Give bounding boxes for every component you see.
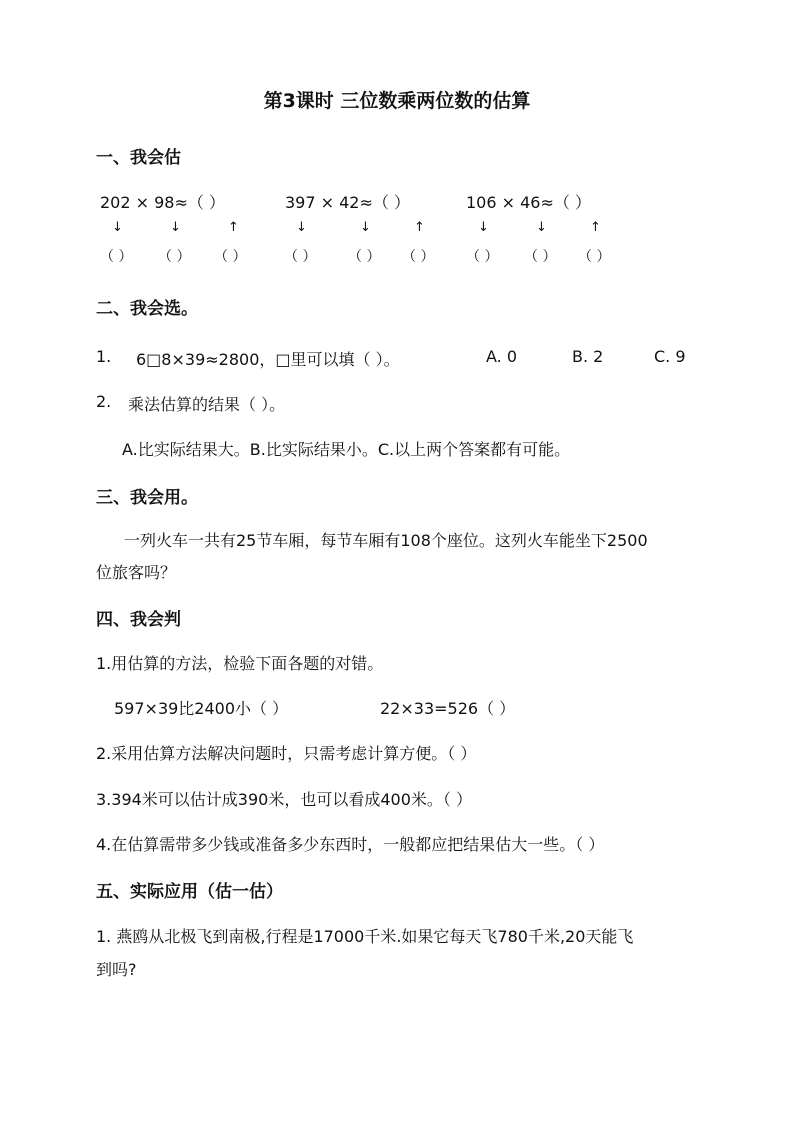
down-arrow-icon: ↓: [170, 220, 181, 235]
judge-question-3: 3.394米可以估计成390米，也可以看成400米。（ ）: [96, 790, 472, 809]
down-arrow-icon: ↓: [478, 220, 489, 235]
option-b: B. 2: [572, 347, 604, 366]
down-arrow-icon: ↓: [536, 220, 547, 235]
option-a: A. 0: [486, 347, 518, 366]
option-c: C. 9: [654, 347, 686, 366]
answer-blank: （ ）: [524, 249, 557, 265]
down-arrow-icon: ↓: [112, 220, 123, 235]
choose-question-1: 6□8×39≈2800，□里可以填（ ）。: [136, 350, 400, 369]
answer-blank: （ ）: [158, 249, 191, 265]
choose-question-2: 乘法估算的结果（ ）。: [128, 395, 286, 414]
apply-problem-line-1: 1. 燕鸥从北极飞到南极,行程是17000千米.如果它每天飞780千米,20天能飞: [96, 927, 634, 946]
word-problem-line-1: 一列火车一共有25节车厢，每节车厢有108个座位。这列火车能坐下2500: [124, 531, 648, 550]
page-title: 第3课时 三位数乘两位数的估算: [263, 90, 531, 112]
down-arrow-icon: ↓: [360, 220, 371, 235]
judge-item-1b: 22×33=526（ ）: [380, 699, 516, 718]
down-arrow-icon: ↓: [296, 220, 307, 235]
judge-item-1a: 597×39比2400小（ ）: [114, 699, 289, 718]
estimate-expression-3: 106 × 46≈（ ）: [466, 193, 591, 212]
apply-problem-line-2: 到吗?: [96, 960, 137, 979]
section-heading-judge: 四、我会判: [96, 610, 181, 630]
answer-blank: （ ）: [402, 249, 435, 265]
judge-question-2: 2.采用估算方法解决问题时，只需考虑计算方便。（ ）: [96, 744, 477, 763]
up-arrow-icon: ↑: [590, 220, 601, 235]
up-arrow-icon: ↑: [228, 220, 239, 235]
answer-blank: （ ）: [466, 249, 499, 265]
up-arrow-icon: ↑: [414, 220, 425, 235]
choose-question-2-options: A.比实际结果大。B.比实际结果小。C.以上两个答案都有可能。: [122, 440, 571, 459]
answer-blank: （ ）: [348, 249, 381, 265]
answer-blank: （ ）: [284, 249, 317, 265]
question-number: 1.: [96, 347, 112, 366]
answer-blank: （ ）: [214, 249, 247, 265]
question-number: 2.: [96, 392, 112, 411]
section-heading-estimate: 一、我会估: [96, 148, 181, 168]
section-heading-use: 三、我会用。: [96, 488, 198, 508]
answer-blank: （ ）: [578, 249, 611, 265]
estimate-expression-2: 397 × 42≈（ ）: [285, 193, 410, 212]
section-heading-apply: 五、实际应用（估一估）: [96, 882, 283, 902]
answer-blank: （ ）: [100, 249, 133, 265]
estimate-expression-1: 202 × 98≈（ ）: [100, 193, 225, 212]
judge-question-1: 1.用估算的方法，检验下面各题的对错。: [96, 654, 384, 673]
judge-question-4: 4.在估算需带多少钱或准备多少东西时，一般都应把结果估大一些。（ ）: [96, 835, 605, 854]
section-heading-choose: 二、我会选。: [96, 299, 198, 319]
word-problem-line-2: 位旅客吗？: [96, 563, 177, 582]
